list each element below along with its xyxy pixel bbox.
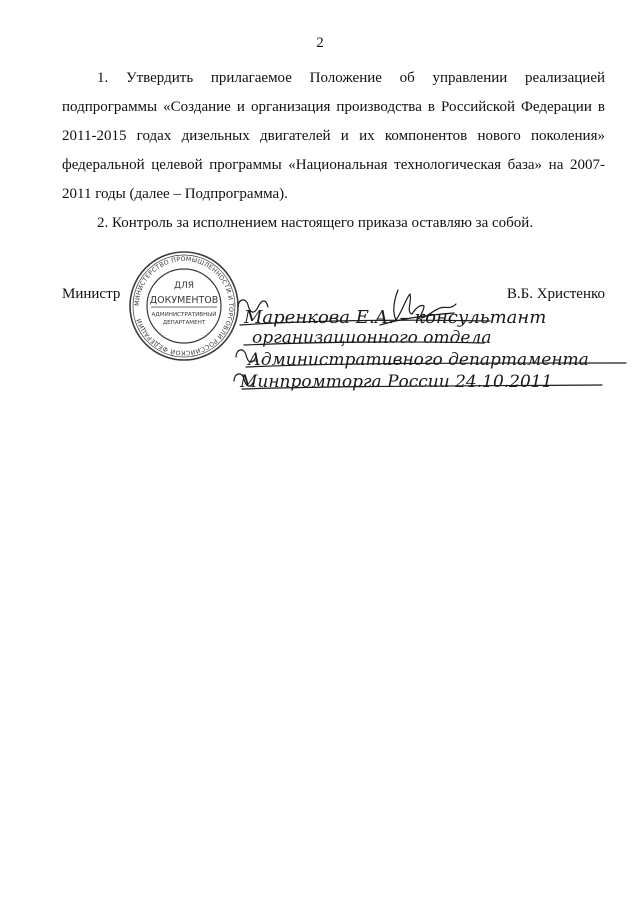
svg-text:МИНИСТЕРСТВО ПРОМЫШЛЕННОСТИ И: МИНИСТЕРСТВО ПРОМЫШЛЕННОСТИ И ТОРГОВЛИ РОССИЙСКОЙ ФЕДЕРАЦИИ (133, 255, 235, 357)
signatory-name: В.Б. Христенко (506, 286, 605, 302)
paragraph-2: 2. Контроль за исполнением настоящего приказа оставляю за собой. (97, 215, 534, 231)
svg-text:Маренкова Е.А. – консультант: Маренкова Е.А. – консультант (244, 307, 547, 328)
svg-text:ДЕПАРТАМЕНТ: ДЕПАРТАМЕНТ (162, 320, 206, 326)
seal-stamp (128, 250, 240, 362)
handwritten-note (230, 285, 632, 400)
signatory-position: Министр (62, 286, 121, 302)
page-number: 2 (316, 35, 324, 51)
svg-text:организационного отдела: организационного отдела (252, 328, 492, 348)
svg-text:Административного департамента: Административного департамента (248, 350, 589, 370)
svg-text:Минпромторга России 24.10.2011: Минпромторга России 24.10.2011 (240, 372, 553, 392)
svg-text:АДМИНИСТРАТИВНЫЙ: АДМИНИСТРАТИВНЫЙ (151, 312, 217, 318)
svg-text:ДОКУМЕНТОВ: ДОКУМЕНТОВ (149, 295, 219, 306)
paragraph-1: 1. Утвердить прилагаемое Положение об управлении реализацией подпрограммы «Создание и организация производства в Российской Федерации в 2011-2015 годах дизельных двигателей и их компонентов нового поколения» федеральной целевой программы «Национальная технологическая база» на 2007-2011 годы (далее – Подпрограмма). (62, 70, 605, 202)
document-body (62, 64, 605, 238)
svg-text:ДЛЯ: ДЛЯ (173, 281, 195, 291)
